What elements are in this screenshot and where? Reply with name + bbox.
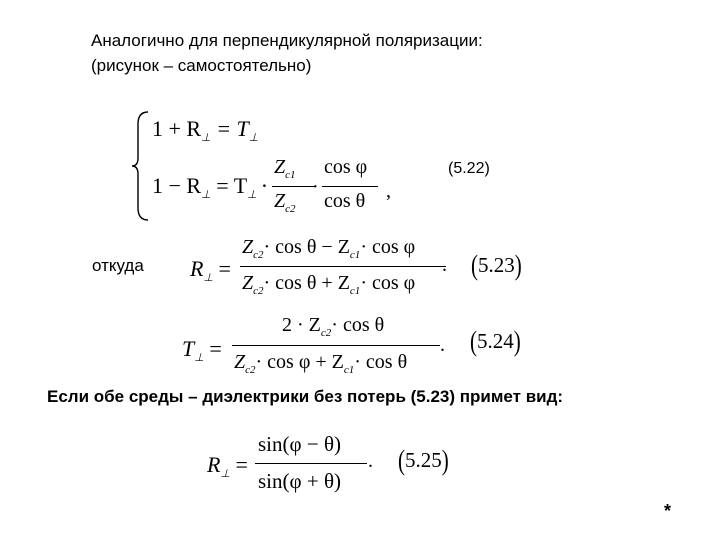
intro-line-2: (рисунок – самостоятельно) [91,56,312,75]
equation-5-22 [130,110,530,225]
equation-number-5-22: (5.22) [448,160,490,177]
eq-5-25-lhs: $R_\perp$ = [207,452,248,480]
equation-number-5-25: (5.25) [398,443,449,477]
eq-5-25-numerator: sin(φ − θ) [258,432,342,456]
eq-5-24-denominator: $Z_{c2}\cdot \cos \varphi + Z_{c1}\cdot \cos \theta$ [234,351,408,376]
lossless-dielectric-sentence: Если обе среды – диэлектрики без потерь (5.23) примет вид: [47,387,564,406]
eq-5-23-numerator: $Z_{c2}\cdot \cos \theta - Z_{c1}\cdot \cos \varphi$ [242,236,416,261]
multiply-dot: · [312,176,319,198]
left-brace-icon [130,110,152,222]
eq-5-24-lhs: $T_\perp$ = [182,336,222,364]
eq-5-24-fraction [232,314,440,380]
eq-5-23-period: . [442,254,447,276]
eq-5-23-fraction [240,236,446,302]
intro-line-1: Аналогично для перпендикулярной поляризации: [91,31,483,50]
eq-5-22-comma: , [386,180,391,202]
whence-label: откуда [92,256,144,275]
equation-number-5-24: (5.24) [470,324,521,358]
eq-5-23-denominator: $Z_{c2}\cdot \cos \theta + Z_{c1}\cdot \cos \varphi$ [242,272,416,297]
equation-number-5-23: (5.23) [471,248,522,282]
eq-5-25-period: . [368,450,373,472]
impedance-ratio-fraction: $Z_{c1}$ $Z_{c2}$ [272,156,316,218]
eq-5-25-fraction [255,432,367,498]
eq-5-24-numerator: $2 \cdot Z_{c2}\cdot \cos \theta$ [282,314,385,339]
eq-5-25-denominator: sin(φ + θ) [258,469,342,493]
cosine-ratio-fraction: cos φ cos θ [322,156,378,218]
eq-5-22-row-2: $1 - R_\perp = T_\perp$ · [152,173,269,201]
eq-5-24-period: . [440,334,445,356]
eq-5-23-lhs: $R_\perp$ = [190,256,231,284]
footer-asterisk: * [664,501,672,521]
eq-5-22-row-1: $1 + R_\perp = T_\perp$ [152,116,259,144]
